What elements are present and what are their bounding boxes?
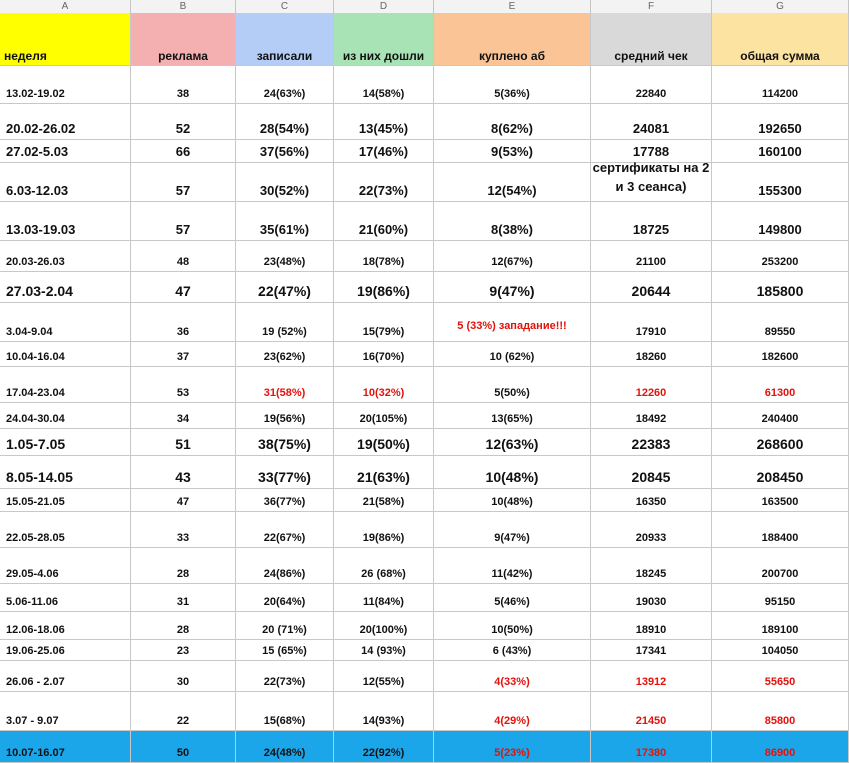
table-row (0, 140, 849, 163)
table-cell-f[interactable]: 20845 (591, 456, 712, 489)
table-cell-b[interactable]: 23 (131, 640, 236, 661)
table-cell-g[interactable]: 188400 (712, 512, 849, 548)
table-cell-a[interactable]: 8.05-14.05 (0, 456, 131, 489)
table-cell-d[interactable]: 20(100%) (334, 612, 434, 640)
table-cell-f[interactable]: 17380 (591, 731, 712, 763)
table-cell-b[interactable]: 30 (131, 661, 236, 692)
table-cell-d[interactable]: 17(46%) (334, 140, 434, 163)
table-cell-e[interactable]: 9(47%) (434, 272, 591, 303)
table-cell-a[interactable]: 17.04-23.04 (0, 367, 131, 403)
table-cell-a[interactable]: 13.02-19.02 (0, 66, 131, 104)
table-cell-e[interactable]: 12(54%) (434, 163, 591, 202)
table-cell-a[interactable]: 3.07 - 9.07 (0, 692, 131, 731)
table-cell-g[interactable]: 114200 (712, 66, 849, 104)
table-cell-g[interactable]: 192650 (712, 104, 849, 140)
table-cell-a[interactable]: 20.02-26.02 (0, 104, 131, 140)
table-cell-f[interactable]: 18492 (591, 403, 712, 429)
table-row (0, 342, 849, 367)
table-cell-e[interactable]: 8(38%) (434, 202, 591, 241)
table-cell-a[interactable]: 10.04-16.04 (0, 342, 131, 367)
table-cell-d[interactable]: 16(70%) (334, 342, 434, 367)
table-row (0, 66, 849, 104)
table-cell-e[interactable]: 12(67%) (434, 241, 591, 272)
table-cell-a[interactable]: 6.03-12.03 (0, 163, 131, 202)
table-cell-g[interactable]: 253200 (712, 241, 849, 272)
table-cell-e[interactable]: 9(47%) (434, 512, 591, 548)
table-cell-c[interactable]: 22(67%) (236, 512, 334, 548)
table-cell-e[interactable]: 12(63%) (434, 429, 591, 456)
table-cell-b[interactable]: 28 (131, 548, 236, 584)
table-cell-b[interactable]: 47 (131, 272, 236, 303)
header-row (0, 13, 849, 66)
table-cell-g[interactable]: 104050 (712, 640, 849, 661)
table-row (0, 692, 849, 731)
table-cell-g[interactable]: 185800 (712, 272, 849, 303)
table-cell-c[interactable]: 38(75%) (236, 429, 334, 456)
table-row (0, 104, 849, 140)
table-cell-c[interactable]: 24(63%) (236, 66, 334, 104)
table-cell-a[interactable]: 27.02-5.03 (0, 140, 131, 163)
table-cell-g[interactable]: 240400 (712, 403, 849, 429)
table-cell-c[interactable]: 28(54%) (236, 104, 334, 140)
table-cell-a[interactable]: 22.05-28.05 (0, 512, 131, 548)
header-cell-e[interactable]: куплено аб (434, 13, 591, 66)
table-cell-c[interactable]: 15(68%) (236, 692, 334, 731)
table-cell-e[interactable]: 10(48%) (434, 489, 591, 512)
table-cell-d[interactable]: 22(92%) (334, 731, 434, 763)
table-cell-e[interactable]: 4(29%) (434, 692, 591, 731)
table-cell-e[interactable]: 10 (62%) (434, 342, 591, 367)
table-cell-d[interactable]: 13(45%) (334, 104, 434, 140)
table-cell-d[interactable]: 21(63%) (334, 456, 434, 489)
table-cell-g[interactable]: 268600 (712, 429, 849, 456)
table-cell-d[interactable]: 22(73%) (334, 163, 434, 202)
table-cell-g[interactable]: 95150 (712, 584, 849, 612)
table-cell-a[interactable]: 5.06-11.06 (0, 584, 131, 612)
table-cell-a[interactable]: 12.06-18.06 (0, 612, 131, 640)
table-cell-e[interactable]: 4(33%) (434, 661, 591, 692)
table-cell-f[interactable]: 24081 (591, 104, 712, 140)
table-cell-f[interactable]: 18260 (591, 342, 712, 367)
header-cell-f[interactable]: средний чек (591, 13, 712, 66)
table-cell-g[interactable]: 208450 (712, 456, 849, 489)
table-cell-d[interactable]: 10(32%) (334, 367, 434, 403)
column-letter-bar (0, 0, 849, 14)
table-cell-c[interactable]: 24(86%) (236, 548, 334, 584)
column-letter-g[interactable]: G (712, 0, 849, 13)
table-cell-c[interactable]: 24(48%) (236, 731, 334, 763)
table-cell-f[interactable]: 19030 (591, 584, 712, 612)
table-cell-f[interactable]: 13912 (591, 661, 712, 692)
table-cell-g[interactable]: 155300 (712, 163, 849, 202)
table-cell-c[interactable]: 35(61%) (236, 202, 334, 241)
table-cell-b[interactable]: 34 (131, 403, 236, 429)
table-cell-d[interactable]: 20(105%) (334, 403, 434, 429)
table-cell-b[interactable]: 33 (131, 512, 236, 548)
table-cell-a[interactable]: 10.07-16.07 (0, 731, 131, 763)
table-cell-a[interactable]: 3.04-9.04 (0, 303, 131, 342)
table-cell-f[interactable]: 21450 (591, 692, 712, 731)
table-row (0, 160, 849, 202)
table-cell-c[interactable]: 22(73%) (236, 661, 334, 692)
table-cell-f[interactable]: 17910 (591, 303, 712, 342)
table-cell-e[interactable]: 5 (33%) западание!!! (434, 303, 591, 342)
table-cell-a[interactable]: 29.05-4.06 (0, 548, 131, 584)
table-cell-d[interactable]: 19(86%) (334, 272, 434, 303)
table-cell-b[interactable]: 28 (131, 612, 236, 640)
table-cell-d[interactable]: 18(78%) (334, 241, 434, 272)
table-cell-g[interactable]: 86900 (712, 731, 849, 763)
table-cell-c[interactable]: 31(58%) (236, 367, 334, 403)
table-cell-f[interactable]: 18910 (591, 612, 712, 640)
table-cell-d[interactable]: 11(84%) (334, 584, 434, 612)
table-cell-f[interactable]: 17341 (591, 640, 712, 661)
table-cell-g[interactable]: 55650 (712, 661, 849, 692)
table-cell-c[interactable]: 37(56%) (236, 140, 334, 163)
table-cell-c[interactable]: 19(56%) (236, 403, 334, 429)
table-cell-c[interactable]: 36(77%) (236, 489, 334, 512)
table-row (0, 202, 849, 241)
table-cell-b[interactable]: 38 (131, 66, 236, 104)
table-cell-a[interactable]: 27.03-2.04 (0, 272, 131, 303)
table-cell-f[interactable]: 20644 (591, 272, 712, 303)
table-cell-e[interactable]: 11(42%) (434, 548, 591, 584)
table-cell-g[interactable]: 89550 (712, 303, 849, 342)
table-cell-g[interactable]: 163500 (712, 489, 849, 512)
table-cell-b[interactable]: 48 (131, 241, 236, 272)
table-cell-f[interactable]: 17788 (591, 140, 712, 163)
table-row (0, 612, 849, 640)
table-row (0, 661, 849, 692)
table-cell-c[interactable]: 19 (52%) (236, 303, 334, 342)
table-cell-b[interactable]: 50 (131, 731, 236, 763)
table-row (0, 548, 849, 584)
table-cell-c[interactable]: 30(52%) (236, 163, 334, 202)
table-cell-b[interactable]: 57 (131, 202, 236, 241)
table-cell-b[interactable]: 37 (131, 342, 236, 367)
table-cell-f[interactable]: 18245 (591, 548, 712, 584)
table-cell-f[interactable]: 18725 (591, 202, 712, 241)
table-cell-d[interactable]: 15(79%) (334, 303, 434, 342)
table-cell-b[interactable]: 57 (131, 163, 236, 202)
table-cell-d[interactable]: 19(86%) (334, 512, 434, 548)
table-cell-f[interactable]: 22840 (591, 66, 712, 104)
column-letter-f[interactable]: F (591, 0, 712, 13)
table-cell-b[interactable]: 43 (131, 456, 236, 489)
column-letter-d[interactable]: D (334, 0, 434, 13)
header-cell-c[interactable]: записали (236, 13, 334, 66)
table-cell-g[interactable]: 189100 (712, 612, 849, 640)
table-cell-e[interactable]: 9(53%) (434, 140, 591, 163)
header-cell-g[interactable]: общая сумма (712, 13, 849, 66)
table-row (0, 731, 849, 763)
table-cell-g[interactable]: 149800 (712, 202, 849, 241)
table-row (0, 584, 849, 612)
table-cell-d[interactable]: 12(55%) (334, 661, 434, 692)
table-row (0, 512, 849, 548)
table-cell-e[interactable]: 10(48%) (434, 456, 591, 489)
table-row (0, 640, 849, 661)
table-cell-c[interactable]: 23(48%) (236, 241, 334, 272)
table-cell-b[interactable]: 51 (131, 429, 236, 456)
table-cell-a[interactable]: 19.06-25.06 (0, 640, 131, 661)
table-row (0, 429, 849, 456)
table-cell-g[interactable]: 61300 (712, 367, 849, 403)
table-cell-d[interactable]: 14 (93%) (334, 640, 434, 661)
table-cell-a[interactable]: 1.05-7.05 (0, 429, 131, 456)
table-cell-e[interactable]: 5(46%) (434, 584, 591, 612)
table-cell-b[interactable]: 52 (131, 104, 236, 140)
table-row (0, 456, 849, 489)
table-cell-d[interactable]: 14(93%) (334, 692, 434, 731)
table-cell-b[interactable]: 22 (131, 692, 236, 731)
table-row (0, 403, 849, 429)
table-row (0, 272, 849, 303)
table-cell-g[interactable]: 85800 (712, 692, 849, 731)
column-letter-b[interactable]: B (131, 0, 236, 13)
table-cell-a[interactable]: 26.06 - 2.07 (0, 661, 131, 692)
table-cell-a[interactable]: 15.05-21.05 (0, 489, 131, 512)
table-cell-e[interactable]: 5(36%) (434, 66, 591, 104)
table-cell-e[interactable]: 6 (43%) (434, 640, 591, 661)
table-cell-b[interactable]: 66 (131, 140, 236, 163)
table-cell-c[interactable]: 23(62%) (236, 342, 334, 367)
table-cell-e[interactable]: 13(65%) (434, 403, 591, 429)
table-cell-e[interactable]: 10(50%) (434, 612, 591, 640)
table-row (0, 489, 849, 512)
table-cell-f[interactable]: 22383 (591, 429, 712, 456)
table-cell-d[interactable]: 21(60%) (334, 202, 434, 241)
table-row (0, 367, 849, 403)
table-cell-c[interactable]: 33(77%) (236, 456, 334, 489)
table-cell-c[interactable]: 15 (65%) (236, 640, 334, 661)
header-cell-b[interactable]: реклама (131, 13, 236, 66)
table-cell-b[interactable]: 53 (131, 367, 236, 403)
table-cell-f[interactable]: 21100 (591, 241, 712, 272)
column-letter-a[interactable]: A (0, 0, 131, 13)
table-cell-a[interactable]: 13.03-19.03 (0, 202, 131, 241)
table-cell-c[interactable]: 22(47%) (236, 272, 334, 303)
table-cell-g[interactable]: 182600 (712, 342, 849, 367)
table-cell-b[interactable]: 36 (131, 303, 236, 342)
table-cell-b[interactable]: 31 (131, 584, 236, 612)
header-cell-d[interactable]: из них дошли (334, 13, 434, 66)
column-letter-e[interactable]: E (434, 0, 591, 13)
table-cell-e[interactable]: 8(62%) (434, 104, 591, 140)
table-cell-f[interactable]: 20933 (591, 512, 712, 548)
table-cell-f[interactable]: 12260 (591, 367, 712, 403)
table-cell-d[interactable]: 19(50%) (334, 429, 434, 456)
table-cell-a[interactable]: 20.03-26.03 (0, 241, 131, 272)
table-cell-e[interactable]: 5(23%) (434, 731, 591, 763)
table-cell-a[interactable]: 24.04-30.04 (0, 403, 131, 429)
table-cell-b[interactable]: 47 (131, 489, 236, 512)
table-cell-g[interactable]: 200700 (712, 548, 849, 584)
table-cell-f[interactable]: сертификаты на 2 и 3 сеанса) (591, 163, 712, 202)
column-letter-c[interactable]: C (236, 0, 334, 13)
table-row (0, 303, 849, 342)
table-cell-d[interactable]: 21(58%) (334, 489, 434, 512)
table-cell-c[interactable]: 20 (71%) (236, 612, 334, 640)
header-cell-a[interactable]: неделя (0, 13, 131, 66)
table-cell-c[interactable]: 20(64%) (236, 584, 334, 612)
table-cell-f[interactable]: 16350 (591, 489, 712, 512)
table-cell-e[interactable]: 5(50%) (434, 367, 591, 403)
table-cell-d[interactable]: 26 (68%) (334, 548, 434, 584)
table-cell-g[interactable]: 160100 (712, 140, 849, 163)
table-row (0, 241, 849, 272)
table-cell-d[interactable]: 14(58%) (334, 66, 434, 104)
